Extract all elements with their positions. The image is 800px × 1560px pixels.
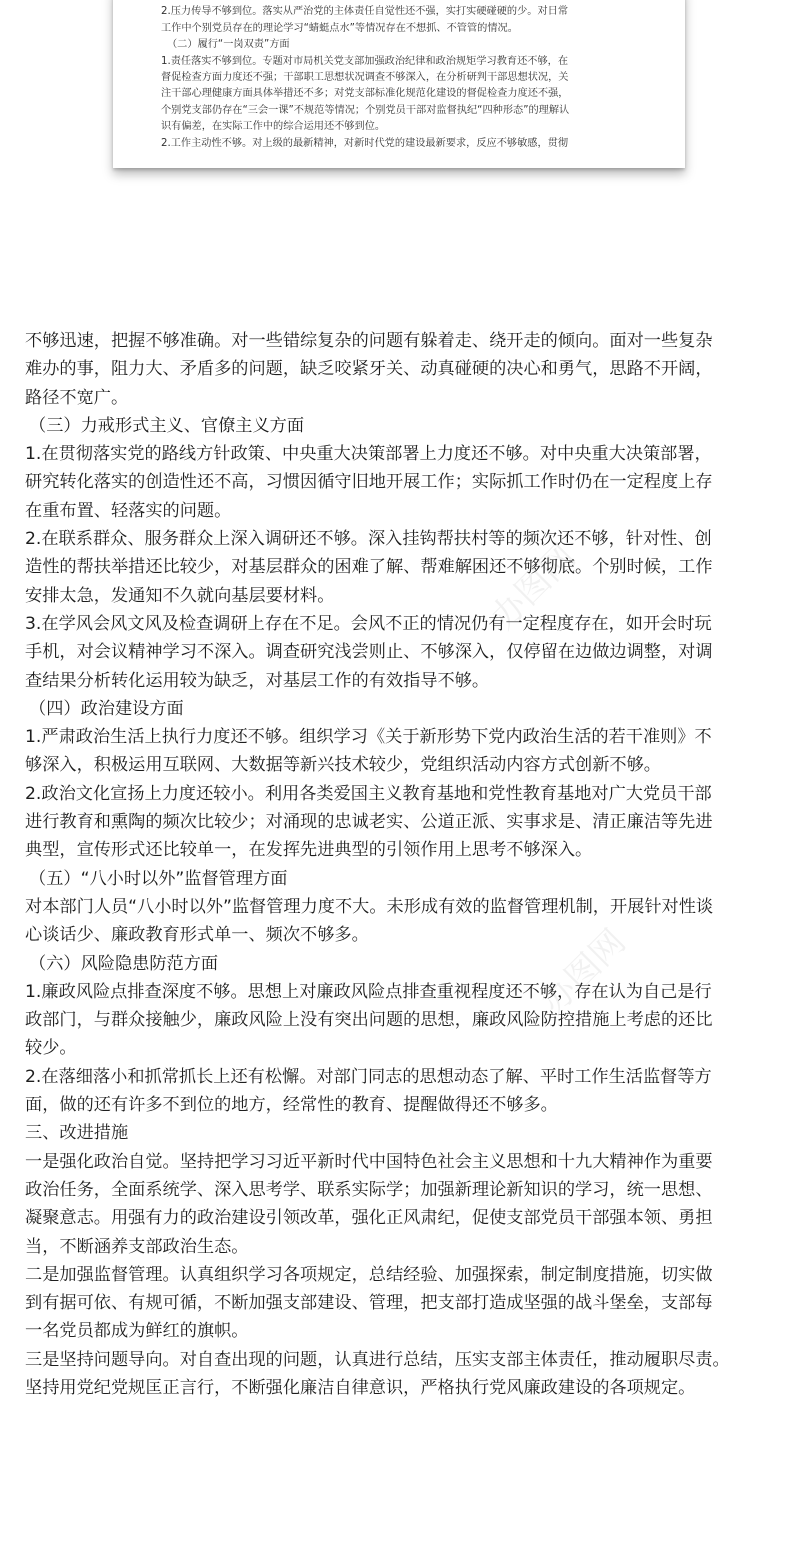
document-body bbox=[25, 327, 780, 1402]
paragraph-line: 面，做的还有许多不到位的地方，经常性的教育、提醒做得还不够多。 bbox=[25, 1095, 558, 1116]
paragraph-line: 对本部门人员“八小时以外”监督管理力度不大。未形成有效的监督管理机制，开展针对性谈 bbox=[25, 896, 714, 917]
paragraph-line: 二是加强监督管理。认真组织学习各项规定，总结经验、加强探索，制定制度措施，切实做 bbox=[25, 1264, 713, 1285]
paragraph-line: 在重布置、轻落实的问题。 bbox=[25, 500, 232, 521]
preview-stage bbox=[0, 0, 800, 220]
section-heading: （四）政治建设方面 bbox=[29, 698, 184, 719]
paragraph-line: 政治任务，全面系统学、深入思考学、联系实际学；加强新理论新知识的学习，统一思想、 bbox=[25, 1179, 713, 1200]
watermark: 办图网 bbox=[533, 921, 634, 1023]
paragraph-line: 造性的帮扶举措还比较少，对基层群众的困难了解、帮难解困还不够彻底。个别时候，工作 bbox=[25, 557, 713, 578]
paragraph-line: 1.廉政风险点排查深度不够。思想上对廉政风险点排查重视程度还不够，存在认为自己是行 bbox=[25, 981, 712, 1002]
preview-line: 工作中个别党员存在的理论学习“蜻蜓点水”等情况存在不想抓、不管管的情况。 bbox=[161, 22, 518, 34]
paragraph-line: 较少。 bbox=[25, 1038, 77, 1059]
paragraph-line: 1.在贯彻落实党的路线方针政策、中央重大决策部署上力度还不够。对中央重大决策部署， bbox=[25, 444, 712, 465]
paragraph-line: 坚持用党纪党规匡正言行，不断强化廉洁自律意识，严格执行党风廉政建设的各项规定。 bbox=[25, 1377, 696, 1398]
paragraph-line: 心谈话少、廉政教育形式单一、频次不够多。 bbox=[25, 925, 369, 946]
watermark: 办图网 bbox=[483, 536, 584, 638]
preview-text-block bbox=[161, 0, 651, 152]
paragraph-line: 2.政治文化宣扬上力度还较小。利用各类爱国主义教育基地和党性教育基地对广大党员干部 bbox=[25, 783, 712, 804]
paragraph-line: 政部门，与群众接触少，廉政风险上没有突出问题的思想，廉政风险防控措施上考虑的还比 bbox=[25, 1010, 713, 1031]
preview-line: 个别党支部仍存在“三会一课”不规范等情况；个别党员干部对监督执纪“四种形态”的理解认 bbox=[161, 104, 570, 116]
paragraph-line: 当，不断涵养支部政治生态。 bbox=[25, 1236, 249, 1257]
paragraph-line: 够深入，积极运用互联网、大数据等新兴技术较少，党组织活动内容方式创新不够。 bbox=[25, 755, 661, 776]
paragraph-line: 3.在学风会风文风及检查调研上存在不足。会风不正的情况仍有一定程度存在，如开会时玩 bbox=[25, 613, 712, 634]
paragraph-line: 到有据可依、有规可循，不断加强支部建设、管理，把支部打造成坚强的战斗堡垒，支部每 bbox=[25, 1293, 713, 1314]
paragraph-line: 典型，宣传形式还比较单一，在发挥先进典型的引领作用上思考不够深入。 bbox=[25, 840, 593, 861]
section-heading: （三）力戒形式主义、官僚主义方面 bbox=[29, 415, 305, 436]
paragraph-line: 研究转化落实的创造性还不高，习惯因循守旧地开展工作；实际抓工作时仍在一定程度上存 bbox=[25, 472, 713, 493]
paragraph-line: 凝聚意志。用强有力的政治建设引领改革，强化正风肃纪，促使支部党员干部强本领、勇担 bbox=[25, 1208, 713, 1229]
preview-line: 识有偏差，在实际工作中的综合运用还不够到位。 bbox=[161, 121, 386, 133]
paragraph-line: 安排太急，发通知不久就向基层要材料。 bbox=[25, 585, 335, 606]
paragraph-line: 手机，对会议精神学习不深入。调查研究浅尝则止、不够深入，仅停留在边做边调整，对调 bbox=[25, 642, 713, 663]
paragraph-line: 三是坚持问题导向。对自查出现的问题，认真进行总结，压实支部主体责任，推动履职尽责。 bbox=[25, 1349, 730, 1370]
preview-section-heading: （二）履行“一岗双责”方面 bbox=[167, 39, 290, 51]
paragraph-line: 一名党员都成为鲜红的旗帜。 bbox=[25, 1321, 249, 1342]
chapter-heading: 三、改进措施 bbox=[25, 1123, 129, 1144]
paragraph-line: 一是强化政治自觉。坚持把学习习近平新时代中国特色社会主义思想和十九大精神作为重要 bbox=[25, 1151, 713, 1172]
paragraph-line: 2.在落细落小和抓常抓长上还有松懈。对部门同志的思想动态了解、平时工作生活监督等方 bbox=[25, 1066, 712, 1087]
paragraph-line: 进行教育和熏陶的频次比较少；对涌现的忠诚老实、公道正派、实事求是、清正廉洁等先进 bbox=[25, 812, 713, 833]
paragraph-line: 不够迅速，把握不够准确。对一些错综复杂的问题有躲着走、绕开走的倾向。面对一些复杂 bbox=[25, 331, 713, 351]
paragraph-line: 难办的事，阻力大、矛盾多的问题，缺乏咬紧牙关、动真碰硬的决心和勇气，思路不开阔， bbox=[25, 359, 713, 380]
paragraph-line: 1.严肃政治生活上执行力度还不够。组织学习《关于新形势下党内政治生活的若干准则》不 bbox=[25, 727, 712, 748]
preview-page-sheet bbox=[113, 0, 685, 168]
section-heading: （五）“八小时以外”监督管理方面 bbox=[29, 868, 288, 889]
paragraph-line: 2.在联系群众、服务群众上深入调研还不够。深入挂钩帮扶村等的频次还不够，针对性、创 bbox=[25, 529, 712, 550]
preview-line: 2.压力传导不够到位。落实从严治党的主体责任自觉性还不强，实打实硬碰硬的少。对日常 bbox=[161, 6, 569, 18]
preview-line: 1.责任落实不够到位。专题对市局机关党支部加强政治纪律和政治规矩学习教育还不够，在 bbox=[161, 55, 569, 67]
preview-line: 督促检查方面力度还不强；干部职工思想状况调查不够深入，在分析研判干部思想状况，关 bbox=[161, 71, 569, 83]
paragraph-line: 查结果分析转化运用较为缺乏，对基层工作的有效指导不够。 bbox=[25, 670, 490, 691]
paragraph-line: 路径不宽广。 bbox=[25, 387, 129, 408]
preview-line: 2.工作主动性不够。对上级的最新精神，对新时代党的建设最新要求，反应不够敏感，贯彻 bbox=[161, 137, 569, 149]
preview-line: 注干部心理健康方面具体举措还不多；对党支部标准化规范化建设的督促检查力度还不强， bbox=[161, 88, 569, 100]
section-heading: （六）风险隐患防范方面 bbox=[29, 953, 219, 974]
